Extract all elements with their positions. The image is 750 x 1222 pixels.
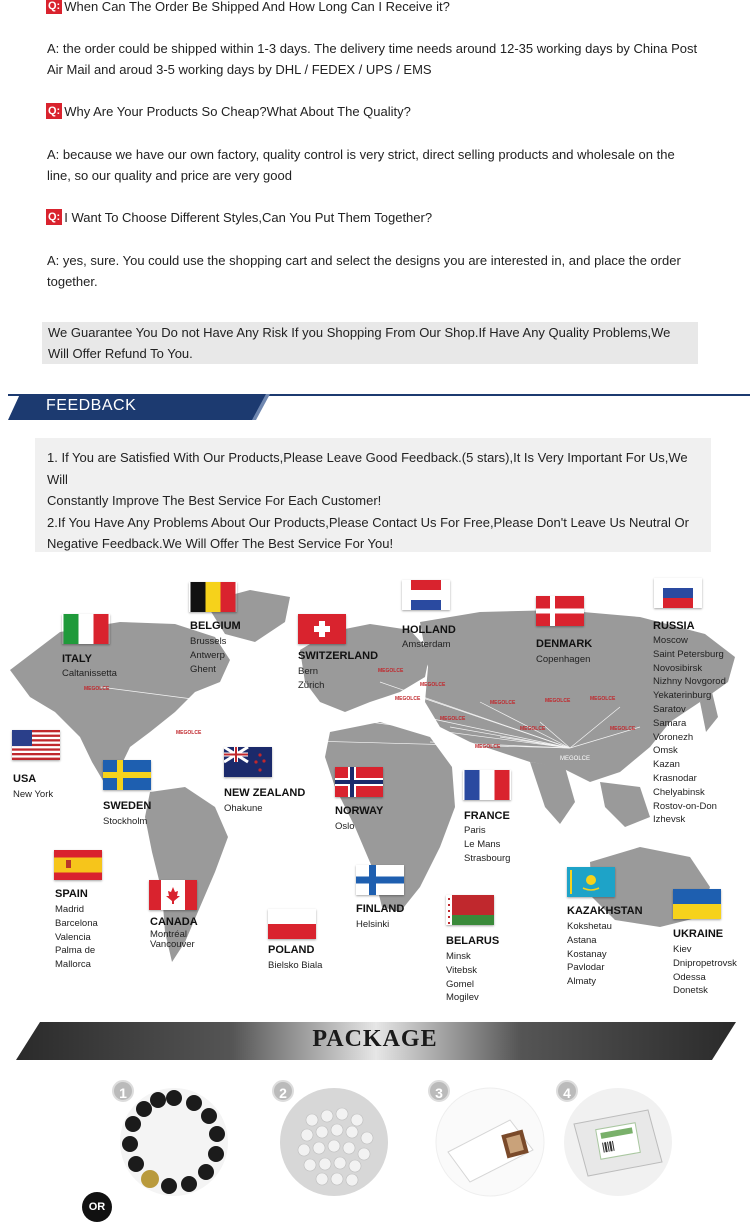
route-label: MEGOLCE: [378, 668, 404, 674]
france-flag: [463, 770, 511, 800]
country-cities: Oslo: [335, 821, 355, 832]
country-cities: Paris Le Mans Strasbourg: [464, 825, 511, 864]
country-cities: Kiev Dnipropetrovsk Odessa Donetsk: [673, 944, 737, 997]
country-cities: Stockholm: [103, 816, 148, 827]
q-badge: Q:: [48, 0, 61, 12]
ukraine-flag: [673, 889, 721, 919]
feedback-line: Negative Feedback.We Will Offer The Best Service For You!: [47, 536, 394, 551]
country-name: SWEDEN: [103, 800, 152, 812]
country-name: UKRAINE: [673, 928, 724, 940]
country-name: HOLLAND: [402, 624, 456, 636]
faq-answer-line: A: because we have our own factory, quality control is very strict, direct selling products and wholesale on the: [47, 147, 675, 162]
country-cities: Copenhagen: [536, 654, 591, 665]
guarantee-line: We Guarantee You Do not Have Any Risk If you Shopping From Our Shop.If Have Any Quality Problems,We: [48, 325, 671, 340]
country-cities: New York: [13, 789, 54, 800]
step-number: 3: [428, 1080, 450, 1102]
route-label: MEGOLCE: [520, 726, 546, 732]
sweden-flag: [103, 760, 151, 790]
route-label: MEGOLCE: [590, 696, 616, 702]
q-badge: Q:: [48, 211, 61, 223]
route-label: MEGOLCE: [440, 716, 466, 722]
faq-question-text: I Want To Choose Different Styles,Can You Put Them Together?: [64, 209, 433, 225]
country-cities: Brussels Antwerp Ghent: [190, 636, 227, 675]
route-label: MEGOLCE: [395, 696, 421, 702]
faq-answer-1: [47, 38, 707, 80]
country-name: BELGIUM: [190, 620, 241, 632]
feedback-line: 2.If You Have Any Problems About Our Products,Please Contact Us For Free,Please Don't Leave Us Neutral Or: [47, 514, 689, 530]
denmark-flag: [536, 596, 584, 626]
faq-answer-3: [47, 250, 707, 292]
package-step-3: [428, 1080, 546, 1198]
feedback-title: FEEDBACK: [46, 397, 137, 414]
country-name: SPAIN: [55, 888, 88, 900]
faq-question-3: [46, 209, 432, 225]
kazakhstan-flag: [567, 867, 615, 897]
route-label: MEGOLCE: [84, 686, 110, 692]
russia-flag: [654, 578, 702, 608]
country-name: FRANCE: [464, 810, 510, 822]
country-name: USA: [13, 773, 37, 785]
route-label: MEGOLCE: [420, 682, 446, 688]
country-name: ITALY: [62, 653, 92, 665]
q-badge: Q:: [48, 105, 61, 117]
faq-question-2: [46, 103, 411, 119]
route-label: MEGOLCE: [475, 744, 501, 750]
country-cities: Moscow Saint Petersburg Novosibirsk Nizhny Novgorod Yekaterinburg Saratov Samara Voronezh Omsk Kazan Krasnodar Chelyabinsk Rostov-on-Don Izhevsk: [653, 635, 726, 826]
faq-answer-line: A: the order could be shipped within 1-3 days. The delivery time needs around 12-35 working days by China Post: [47, 41, 698, 56]
route-label: MEGOLCE: [176, 730, 202, 736]
country-name: DENMARK: [536, 638, 593, 650]
belgium-flag: [189, 582, 237, 612]
finland-flag: [356, 865, 404, 895]
faq-answer-2: [47, 144, 707, 186]
route-label: MEGOLCE: [610, 726, 636, 732]
usa-flag: [12, 730, 60, 760]
country-cities: Kokshetau Astana Kostanay Pavlodar Almaty: [567, 921, 612, 988]
switzerland-flag: [298, 614, 346, 644]
step-number: 1: [112, 1080, 134, 1102]
canada-flag: [149, 880, 197, 910]
country-name: POLAND: [268, 944, 315, 956]
feedback-line: 1. If You are Satisfied With Our Products,Please Leave Good Feedback.(5 stars),It Is Very Important For Us,We Will: [47, 450, 688, 487]
country-cities: Bielsko Biala: [268, 960, 323, 971]
poland-flag: [268, 909, 316, 939]
country-cities: Helsinki: [356, 919, 390, 930]
country-name: NORWAY: [335, 805, 384, 817]
spain-flag: [54, 850, 102, 880]
norway-flag: [335, 767, 383, 797]
country-name: RUSSIA: [653, 620, 695, 632]
country-cities: Minsk Vitebsk Gomel Mogilev: [446, 951, 479, 1004]
feedback-box: [35, 438, 711, 552]
country-cities: Amsterdam: [402, 639, 451, 650]
country-cities: Ohakune: [224, 803, 263, 814]
country-cities: Bern Zürich: [298, 666, 325, 691]
step-number: 4: [556, 1080, 578, 1102]
country-name: FINLAND: [356, 903, 405, 915]
package-step-4: [556, 1080, 674, 1198]
belarus-flag: [446, 895, 494, 925]
faq-answer-line: together.: [47, 274, 98, 289]
country-cities: Caltanissetta: [62, 668, 117, 679]
step-number: 2: [272, 1080, 294, 1102]
faq-answer-line: Air Mail and aroud 3-5 working days by DHL / FEDEX / UPS / EMS: [47, 62, 432, 77]
faq-question-text: When Can The Order Be Shipped And How Long Can I Receive it?: [64, 0, 450, 14]
feedback-line: Constantly Improve The Best Service For Each Customer!: [47, 493, 382, 508]
new-zealand-flag: [224, 747, 272, 777]
holland-flag: [402, 580, 450, 610]
or-badge: OR: [82, 1192, 112, 1222]
faq-answer-line: A: yes, sure. You could use the shopping cart and select the designs you are interested in, and place the order: [47, 253, 681, 268]
package-step-2: [272, 1080, 390, 1198]
faq-question-text: Why Are Your Products So Cheap?What About The Quality?: [64, 103, 411, 119]
guarantee-notice: [42, 322, 698, 364]
country-name: CANADA: [150, 916, 198, 928]
country-name: KAZAKHSTAN: [567, 905, 643, 917]
guarantee-line: Will Offer Refund To You.: [48, 346, 193, 361]
package-title: PACKAGE: [312, 1026, 438, 1052]
package-step-1: [112, 1080, 230, 1198]
route-label: MEGOLCE: [545, 698, 571, 704]
country-name: SWITZERLAND: [298, 650, 379, 662]
hub-label: MEGOLCE: [560, 756, 591, 762]
route-label: MEGOLCE: [490, 700, 516, 706]
country-name: NEW ZEALAND: [224, 787, 306, 799]
country-name: BELARUS: [446, 935, 500, 947]
country-cities: Madrid Barcelona Valencia Palma de Mallorca: [55, 904, 98, 971]
italy-flag: [62, 614, 110, 644]
faq-question-1: [46, 0, 450, 14]
country-cities: Montréal Vancouver: [150, 929, 195, 950]
faq-answer-line: line, so our quality and price are very good: [47, 168, 292, 183]
shipping-world-map: [0, 562, 750, 1014]
